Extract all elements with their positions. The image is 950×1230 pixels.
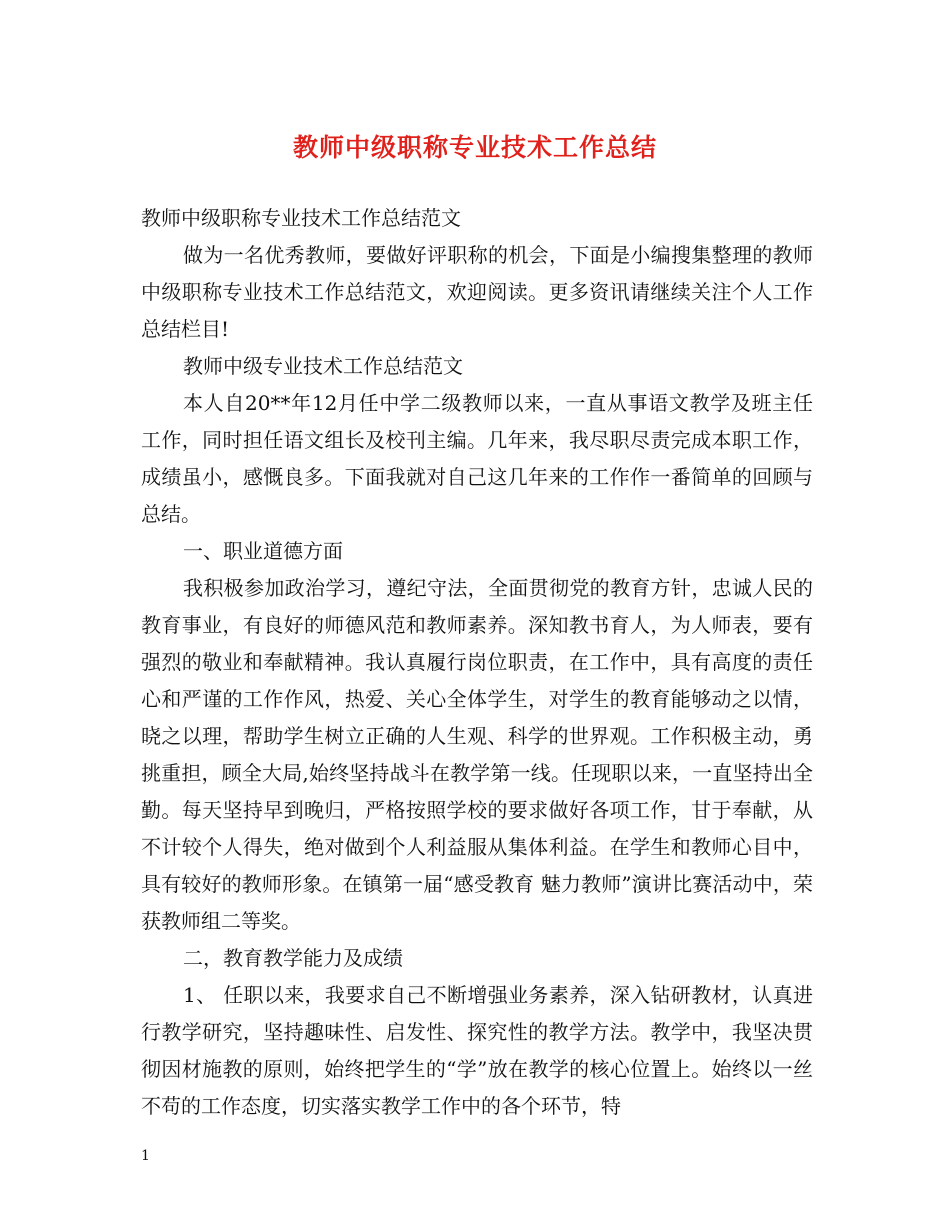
subtitle-paragraph: 教师中级职称专业技术工作总结范文 (141, 206, 461, 230)
page-number: 1 (141, 1148, 150, 1164)
body-paragraph: 我积极参加政治学习，遵纪守法，全面贯彻党的教育方针，忠诚人民的教育事业，有良好的师德风范和教师素养。深知教书育人，为人师表，要有强烈的敬业和奉献精神。我认真履行岗位职责，在工作中，具有高度的责任心和严谨的工作作风，热爱、关心全体学生，对学生的教育能够动之以情，晓之以理，帮助学生树立正确的人生观、科学的世界观。工作积极主动，勇挑重担，顾全大局,始终坚持战斗在教学第一线。任现职以来，一直坚持出全勤。每天坚持早到晚归，严格按照学校的要求做好各项工作，甘于奉献，从不计较个人得失，绝对做到个人利益服从集体利益。在学生和教师心目中，具有较好的教师形象。在镇第一届“感受教育 魅力教师”演讲比赛活动中，荣获教师组二等奖。 (141, 576, 813, 933)
section-heading: 一、职业道德方面 (183, 539, 343, 563)
intro-paragraph: 做为一名优秀教师，要做好评职称的机会，下面是小编搜集整理的教师中级职称专业技术工作总结范文，欢迎阅读。更多资讯请继续关注个人工作总结栏目! (141, 243, 813, 341)
body-paragraph: 本人自20**年12月任中学二级教师以来，一直从事语文教学及班主任工作，同时担任语文组长及校刊主编。几年来，我尽职尽责完成本职工作，成绩虽小，感慨良多。下面我就对自己这几年来的工作作一番简单的回顾与总结。 (141, 391, 813, 526)
section-heading: 教师中级专业技术工作总结范文 (183, 354, 463, 378)
document-body (141, 200, 813, 1125)
document-title: 教师中级职称专业技术工作总结 (292, 133, 657, 162)
section-heading: 二，教育教学能力及成绩 (183, 946, 403, 970)
body-paragraph: 1、 任职以来，我要求自己不断增强业务素养，深入钻研教材，认真进行教学研究，坚持趣味性、启发性、探究性的教学方法。教学中，我坚决贯彻因材施教的原则，始终把学生的“学”放在教学的核心位置上。始终以一丝不苟的工作态度，切实落实教学工作中的各个环节，特 (141, 983, 813, 1118)
